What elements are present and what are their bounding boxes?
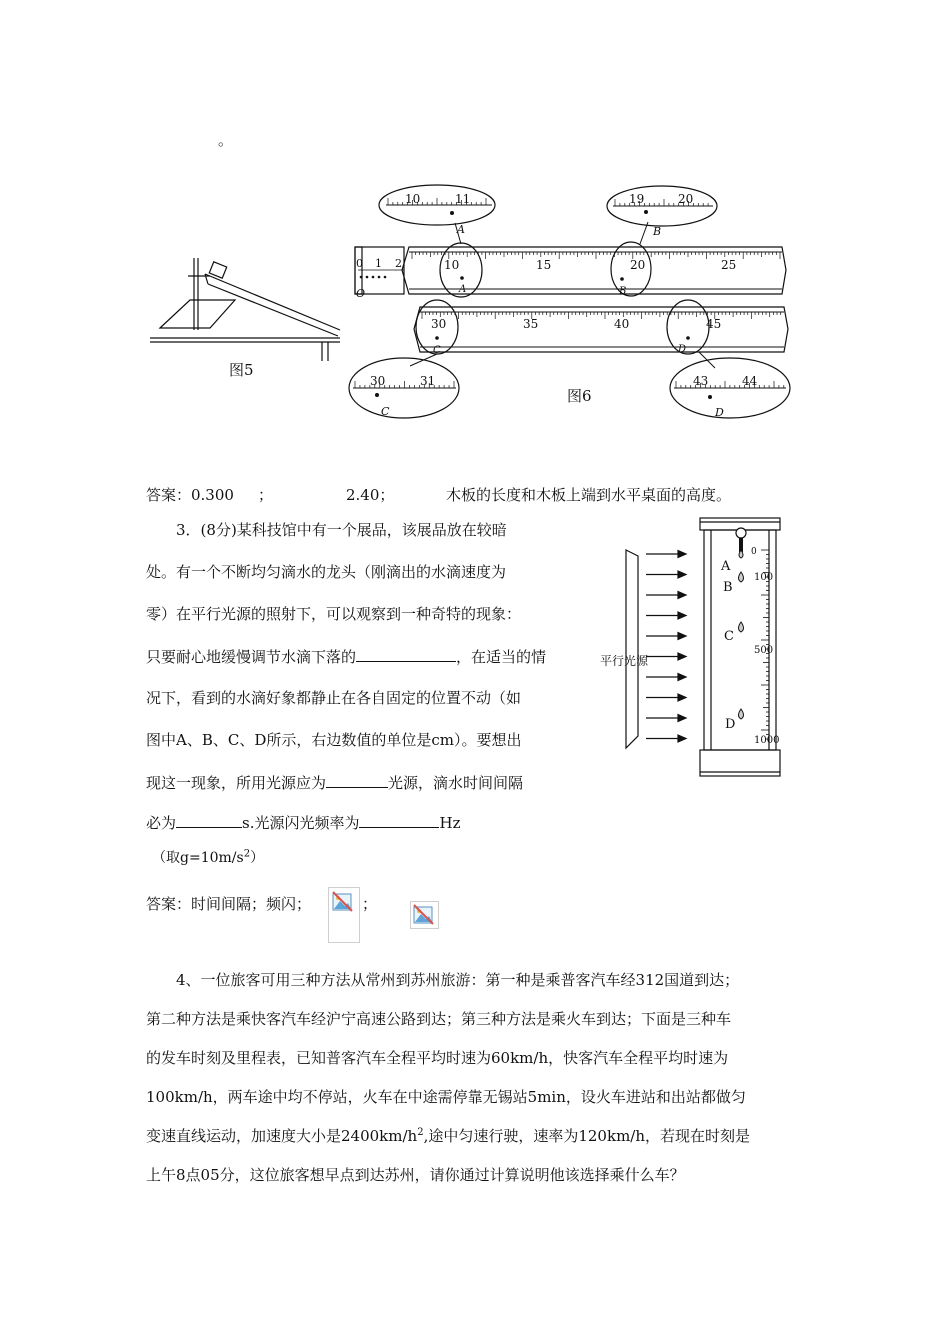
arrow-head [678,551,686,558]
zoom-d [670,358,790,419]
arrow-head [678,571,686,578]
q3-line-9 [152,848,264,868]
zoom-a-label: A [457,223,465,236]
q3-line-7-text: 现这一现象，所用光源应为 [146,774,327,792]
arrow-head [678,715,686,722]
tape-point-d: D [678,344,687,355]
upper-tick-10: 10 [444,258,460,272]
figure-6-tape-lower [414,300,788,356]
zoom-c-tick-1: 30 [370,374,386,388]
q4-line-5-text: 变速直线运动，加速度大小是2400km/h [146,1127,418,1145]
answer-1-prefix: 答案：0.300 [146,486,234,504]
q3-line-8-unit: Hz [439,814,461,832]
q3-line-4-text: 只要耐心地缓慢调节水滴下落的 [146,648,357,666]
lower-tick-40: 40 [614,317,630,331]
image-placeholder-icon [332,891,354,913]
zoom-c-label: C [381,405,390,418]
arrow-head [678,633,686,640]
arrow-head [678,694,686,701]
answer-1-value-3: 木板的长度和木板上端到水平桌面的高度。 [446,486,732,504]
scale-1000: 1000 [754,735,780,746]
zoom-d-tick-1: 43 [693,374,709,388]
drop-d: D [725,717,736,732]
figure-5-incline [150,258,340,361]
q3-line-7 [146,772,523,793]
zoom-b-tick-2: 20 [678,192,694,206]
q3-line-8-mid: s.光源闪光频率为 [242,814,360,832]
top-mark: 。 [218,131,234,149]
drop-c: C [724,629,734,644]
q3-line-6: 图中A、B、C、D所示，右边数值的单位是cm）。要想出 [146,731,522,749]
arrow-head [678,592,686,599]
zoom-b [607,186,717,238]
scale-100: 100 [754,572,774,583]
q4-line-5-end: ,途中匀速行驶，速率为120km/h，若现在时刻是 [423,1127,751,1145]
image-placeholder-icon [413,904,435,926]
drop-b: B [723,580,733,595]
figure-6-tape-upper [355,242,786,300]
arrow-head [678,612,686,619]
lower-tick-35: 35 [523,317,539,331]
scale-500: 500 [754,645,774,656]
answer-3-separator: ； [362,895,378,913]
answer-1-value-2: 2.40； [346,486,395,504]
q4-sup: 2 [417,1127,424,1138]
blank-light-source[interactable] [326,772,388,788]
origin-label: O [356,287,366,300]
q4-line-2: 第二种方法是乘快客汽车经沪宁高速公路到达；第三种方法是乘火车到达；下面是三种车 [146,1010,732,1028]
q4-line-1: 4、一位旅客可用三种方法从常州到苏州旅游：第一种是乘普客汽车经312国道到达； [176,971,740,989]
zoom-a-tick-2: 11 [455,192,471,206]
q4-line-5 [146,1126,750,1146]
q3-line-3: 零）在平行光源的照射下，可以观察到一种奇特的现象： [146,605,522,623]
scale-0: 0 [751,547,757,557]
zoom-b-tick-1: 19 [629,192,645,206]
light-source-label: 平行光源 [600,654,649,668]
caliper-tick-2: 2 [395,257,402,270]
answer-3-prefix: 答案：时间间隔；频闪； [146,895,312,913]
blank-frequency[interactable] [359,812,439,828]
tape-point-c: C [433,345,441,356]
zoom-a-tick-1: 10 [405,192,421,206]
q3-line-4 [146,646,546,667]
arrow-head [678,653,686,660]
tape-point-b: B [619,286,627,297]
broken-image-2 [410,901,439,929]
q3-line-1: 3．(8分)某科技馆中有一个展品，该展品放在较暗 [176,521,507,539]
q3-line-2: 处。有一个不断均匀滴水的龙头（刚滴出的水滴速度为 [146,563,507,581]
q3-line-4-end: ，在适当的情 [456,648,547,666]
figure-6-caption: 图6 [567,387,592,405]
arrow-head [678,674,686,681]
q3-line-5: 况下，看到的水滴好象都静止在各自固定的位置不动（如 [146,689,522,707]
q3-line-7-end: 光源，滴水时间间隔 [388,774,524,792]
q3-line-8 [146,812,460,833]
blank-interval[interactable] [176,812,242,828]
zoom-a [379,185,495,236]
q4-line-4: 100km/h，两车途中均不停站，火车在中途需停靠无锡站5min，设火车进站和出站都做匀 [146,1088,746,1106]
q3-sup: 2 [243,848,251,860]
upper-tick-25: 25 [721,258,737,272]
zoom-c-tick-2: 31 [420,374,436,388]
caliper-tick-1: 1 [375,257,382,270]
q3-line-8-text: 必为 [146,814,177,832]
zoom-d-label: D [715,406,724,419]
zoom-c [349,358,459,418]
drop-a: A [721,559,731,574]
caliper-tick-0: 0 [356,257,363,270]
answer-1-separator: ； [258,486,274,504]
zoom-b-label: B [653,225,662,238]
figure-5-6 [150,178,800,426]
tape-point-a: A [459,284,467,295]
q3-line-9-text: （取g=10m/s [152,850,244,866]
broken-image-1 [328,887,360,943]
lower-tick-30: 30 [431,317,447,331]
lower-tick-45: 45 [706,317,722,331]
figure-water-drop [598,514,784,782]
arrow-head [678,735,686,742]
upper-tick-15: 15 [536,258,552,272]
figure-5-caption: 图5 [229,361,254,379]
blank-adjust[interactable] [356,646,456,662]
upper-tick-20: 20 [630,258,646,272]
q4-line-6: 上午8点05分，这位旅客想早点到达苏州，请你通过计算说明他该选择乘什么车？ [146,1166,685,1184]
q4-line-3: 的发车时刻及里程表，已知普客汽车全程平均时速为60km/h，快客汽车全程平均时速为 [146,1049,729,1067]
zoom-d-tick-2: 44 [742,374,758,388]
q3-line-9-end: ） [250,850,265,866]
